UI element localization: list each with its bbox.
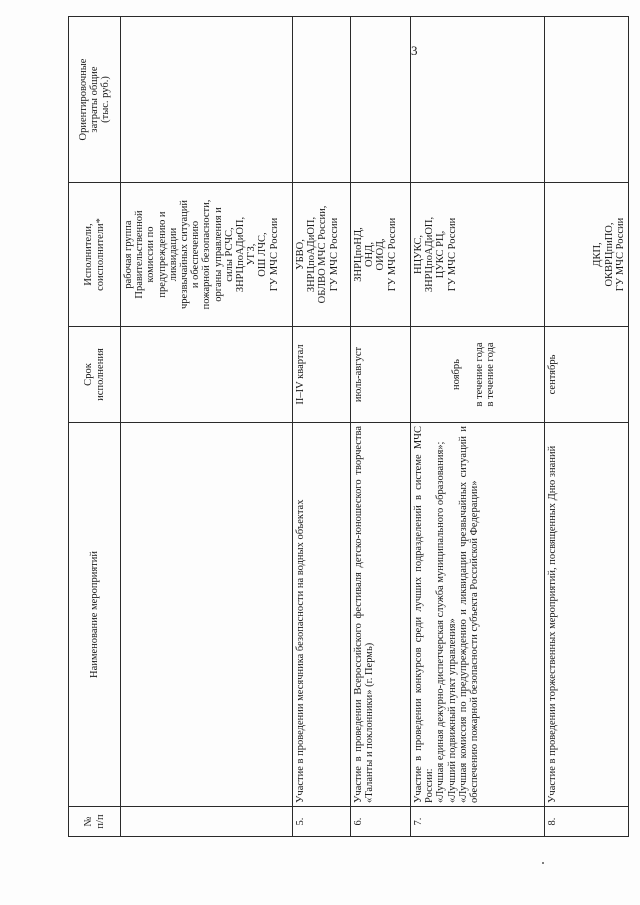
term-line: ноябрь [451,359,462,390]
cell-num: 8. [545,807,629,837]
cell-name [121,423,293,807]
rotated-table-wrapper [68,17,628,837]
cell-executors: ДКП, ОКВРЦпиПО, ГУ МЧС России [545,183,629,327]
cell-executors: НЦУКС, ЗНРЦпоАДиОП, ЦУКС РЦ, ГУ МЧС России [411,183,545,327]
table-header-row [69,17,121,837]
cell-num [121,807,293,837]
cell-num: 6. [351,807,411,837]
contest-intro: Участие в проведении конкурсов среди лучших подразделений в системе МЧС России: [413,426,436,803]
term-line: в течение года [474,342,486,407]
cell-costs [545,17,629,183]
header-num: № п/п [69,807,121,837]
cell-costs [351,17,411,183]
header-term: Срок исполнения [69,327,121,423]
cell-executors: УБВО, ЗНРЦпоАДиОП, ОБЛВО МЧС России, ГУ МЧС России [293,183,351,327]
events-table [68,16,629,837]
table-row-continued [121,17,293,837]
cell-costs [411,17,545,183]
header-costs: Ориентировочные затраты общие (тыс. руб.) [69,17,121,183]
scan-speck [542,862,544,864]
cell-term: июль-август [351,327,411,423]
cell-term [121,327,293,423]
cell-term [411,327,545,423]
cell-term: II–IV квартал [293,327,351,423]
table-row-7 [411,17,545,837]
cell-name: Участие в проведении месячника безопасности на водных объектах [293,423,351,807]
header-executors: Исполнители, соисполнители* [69,183,121,327]
cell-executors: рабочая группа Правительственной комиссии по предупреждению и ликвидации чрезвычайных ситуаций и обеспечению пожарной безопасности, органы управления и силы РСЧС, ЗНРЦпоАДиОП, УГЗ, ОШ ЛЧС, ГУ МЧС России [121,183,293,327]
cell-costs [293,17,351,183]
contest-item: «Лучший подвижный пункт управления» [446,618,458,803]
page-number: 3 [411,43,418,58]
term-line: в течение года [485,342,497,407]
table-row-8 [545,17,629,837]
cell-term: сентябрь [545,327,629,423]
cell-executors: ЗНРЦпоНД, ОНД, ОИОД, ГУ МЧС России [351,183,411,327]
cell-costs [121,17,293,183]
header-name: Наименование мероприятий [69,423,121,807]
cell-name [411,423,545,807]
cell-name: Участие в проведении торжественных мероприятий, посвященных Дню знаний [545,423,629,807]
cell-name: Участие в проведении Всероссийского фестиваля детско-юношеского творчества «Таланты и поклонники» (г. Пермь) [351,423,411,807]
table-row-6 [351,17,411,837]
contest-item: «Лучшая комиссия по предупреждению и ликвидации чрезвычайных ситуаций и обеспечению пожарной безопасности субъекта Российской Федерации» [457,426,481,803]
cell-num: 5. [293,807,351,837]
table-row-5 [293,17,351,837]
cell-num: 7. [411,807,545,837]
contest-item: «Лучшая единая дежурно-диспетчерская служба муниципального образования»; [435,441,447,803]
